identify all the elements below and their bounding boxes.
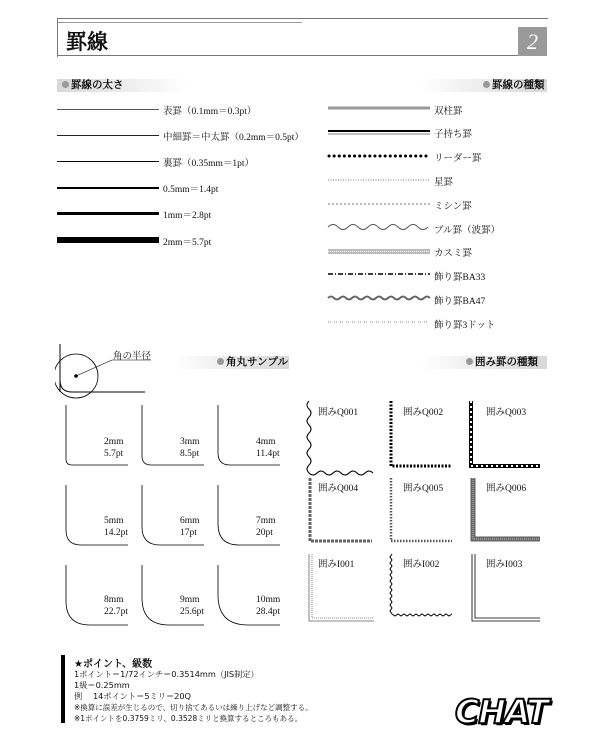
sample-mm: 7mm: [256, 516, 276, 526]
rule-sample-4: [57, 212, 159, 215]
frame-label: 囲みQ003: [486, 408, 527, 418]
radius-label: 角の半径: [113, 352, 152, 362]
sample-pt: 20pt: [256, 528, 273, 538]
frame-label: 囲みQ004: [318, 484, 359, 494]
note-line: 1ポイント＝1/72インチ＝0.3514mm（JIS制定）: [74, 669, 259, 679]
sample-mm: 5mm: [104, 516, 124, 526]
wave-rule: [328, 225, 428, 230]
rule-label: 2mm＝5.7pt: [163, 238, 212, 248]
section-heading-text: 罫線の太さ: [71, 79, 124, 91]
rule-type-label: リーダー罫: [434, 154, 482, 164]
rounded-sample-label: [104, 594, 128, 618]
sample-pt: 28.4pt: [256, 607, 281, 617]
rule-label: 裏罫（0.35mm＝1pt）: [163, 159, 255, 169]
notes-body: [74, 669, 313, 724]
rounded-sample-label: [104, 515, 128, 539]
section-heading-text: 囲み罫の種類: [475, 356, 538, 368]
notes-title: ★ポイント、級数: [74, 659, 153, 670]
section-heading-text: 罫線の種類: [492, 79, 545, 91]
frame-label: 囲みI003: [486, 560, 523, 570]
rule-sample-3: [57, 187, 159, 189]
rule-label: 0.5mm＝1.4pt: [163, 185, 219, 195]
rounded-sample-label: [180, 594, 204, 618]
rule-type-label: 星罫: [434, 178, 454, 188]
frame-samples-grid: [300, 396, 550, 626]
rule-type-label: ブル罫（波罫）: [434, 226, 501, 236]
frame-label: 囲みQ002: [403, 408, 444, 418]
rule-type-label: 双柱罫: [434, 107, 463, 117]
ornament-rule-ba47: [328, 297, 430, 300]
header-box: [57, 18, 548, 57]
note-line: ※1ポイントを0.3759ミリ、0.3528ミリと換算するところもある。: [74, 714, 303, 723]
rule-label: 中細罫＝中太罫（0.2mm＝0.5pt）: [163, 133, 304, 143]
page-number: 2: [518, 27, 547, 56]
sample-pt: 22.7pt: [104, 607, 129, 617]
sample-pt: 17pt: [180, 528, 197, 538]
bullet-icon: [483, 81, 490, 88]
bullet-icon: [466, 358, 473, 365]
sample-mm: 3mm: [180, 437, 200, 447]
sample-pt: 5.7pt: [104, 449, 124, 459]
frame-label: 囲みQ001: [318, 408, 359, 418]
sample-mm: 9mm: [180, 595, 200, 605]
rule-sample-2: [57, 161, 159, 162]
sample-mm: 4mm: [256, 437, 276, 447]
rule-type-label: 飾り罫3ドット: [434, 321, 496, 331]
notes-marker-bar: [61, 655, 65, 723]
rounded-sample-label: [180, 515, 200, 539]
frame-label: 囲みQ006: [486, 484, 527, 494]
bullet-icon: [217, 358, 224, 365]
rule-type-label: 飾り罫BA47: [434, 297, 486, 307]
rule-type-label: 子持ち罫: [434, 130, 473, 140]
chat-logo: CHAT: [455, 692, 548, 731]
rounded-sample-label: [104, 436, 124, 460]
sample-pt: 11.4pt: [256, 449, 280, 459]
sample-pt: 8.5pt: [180, 449, 200, 459]
section-heading-text: 角丸サンプル: [226, 356, 289, 368]
sample-mm: 2mm: [104, 437, 124, 447]
rule-sample-0: [57, 109, 159, 110]
rule-sample-1: [57, 135, 159, 136]
note-line: 1級＝0.25mm: [74, 680, 130, 690]
frame-label: 囲みI002: [403, 560, 440, 570]
rounded-sample-label: [256, 436, 280, 460]
rule-label: 1mm＝2.8pt: [163, 211, 212, 221]
note-line: ※換算に誤差が生じるので、切り捨てあるいは繰り上げなど調整する。: [74, 703, 313, 712]
section-heading-types: [483, 79, 545, 92]
rule-types-samples: [326, 100, 434, 328]
section-heading-rounded: [217, 356, 288, 369]
sample-mm: 10mm: [256, 595, 281, 605]
rule-type-label: ミシン罫: [434, 202, 472, 212]
section-heading-thickness: [62, 79, 124, 92]
sample-pt: 14.2pt: [104, 528, 129, 538]
header-bottom-rule: [57, 55, 547, 56]
section-heading-frames: [466, 356, 538, 369]
rounded-sample-label: [256, 594, 280, 618]
sample-pt: 25.6pt: [180, 607, 205, 617]
rule-type-label: カスミ罫: [434, 249, 473, 259]
sample-mm: 8mm: [104, 595, 124, 605]
page-title: 罫線: [66, 30, 108, 54]
rule-type-label: 飾り罫BA33: [434, 273, 486, 283]
rule-sample-5: [57, 237, 159, 243]
frame-label: 囲みQ005: [403, 484, 444, 494]
rounded-sample-label: [256, 515, 276, 539]
rounded-sample-label: [180, 436, 200, 460]
bullet-icon: [62, 81, 69, 88]
rule-label: 表罫（0.1mm＝0.3pt）: [163, 107, 257, 117]
note-line: 例 14ポイント＝5ミリ＝20Q: [74, 691, 191, 701]
sample-mm: 6mm: [180, 516, 200, 526]
frame-label: 囲みI001: [318, 560, 355, 570]
diagram-leader-line: [76, 360, 112, 376]
